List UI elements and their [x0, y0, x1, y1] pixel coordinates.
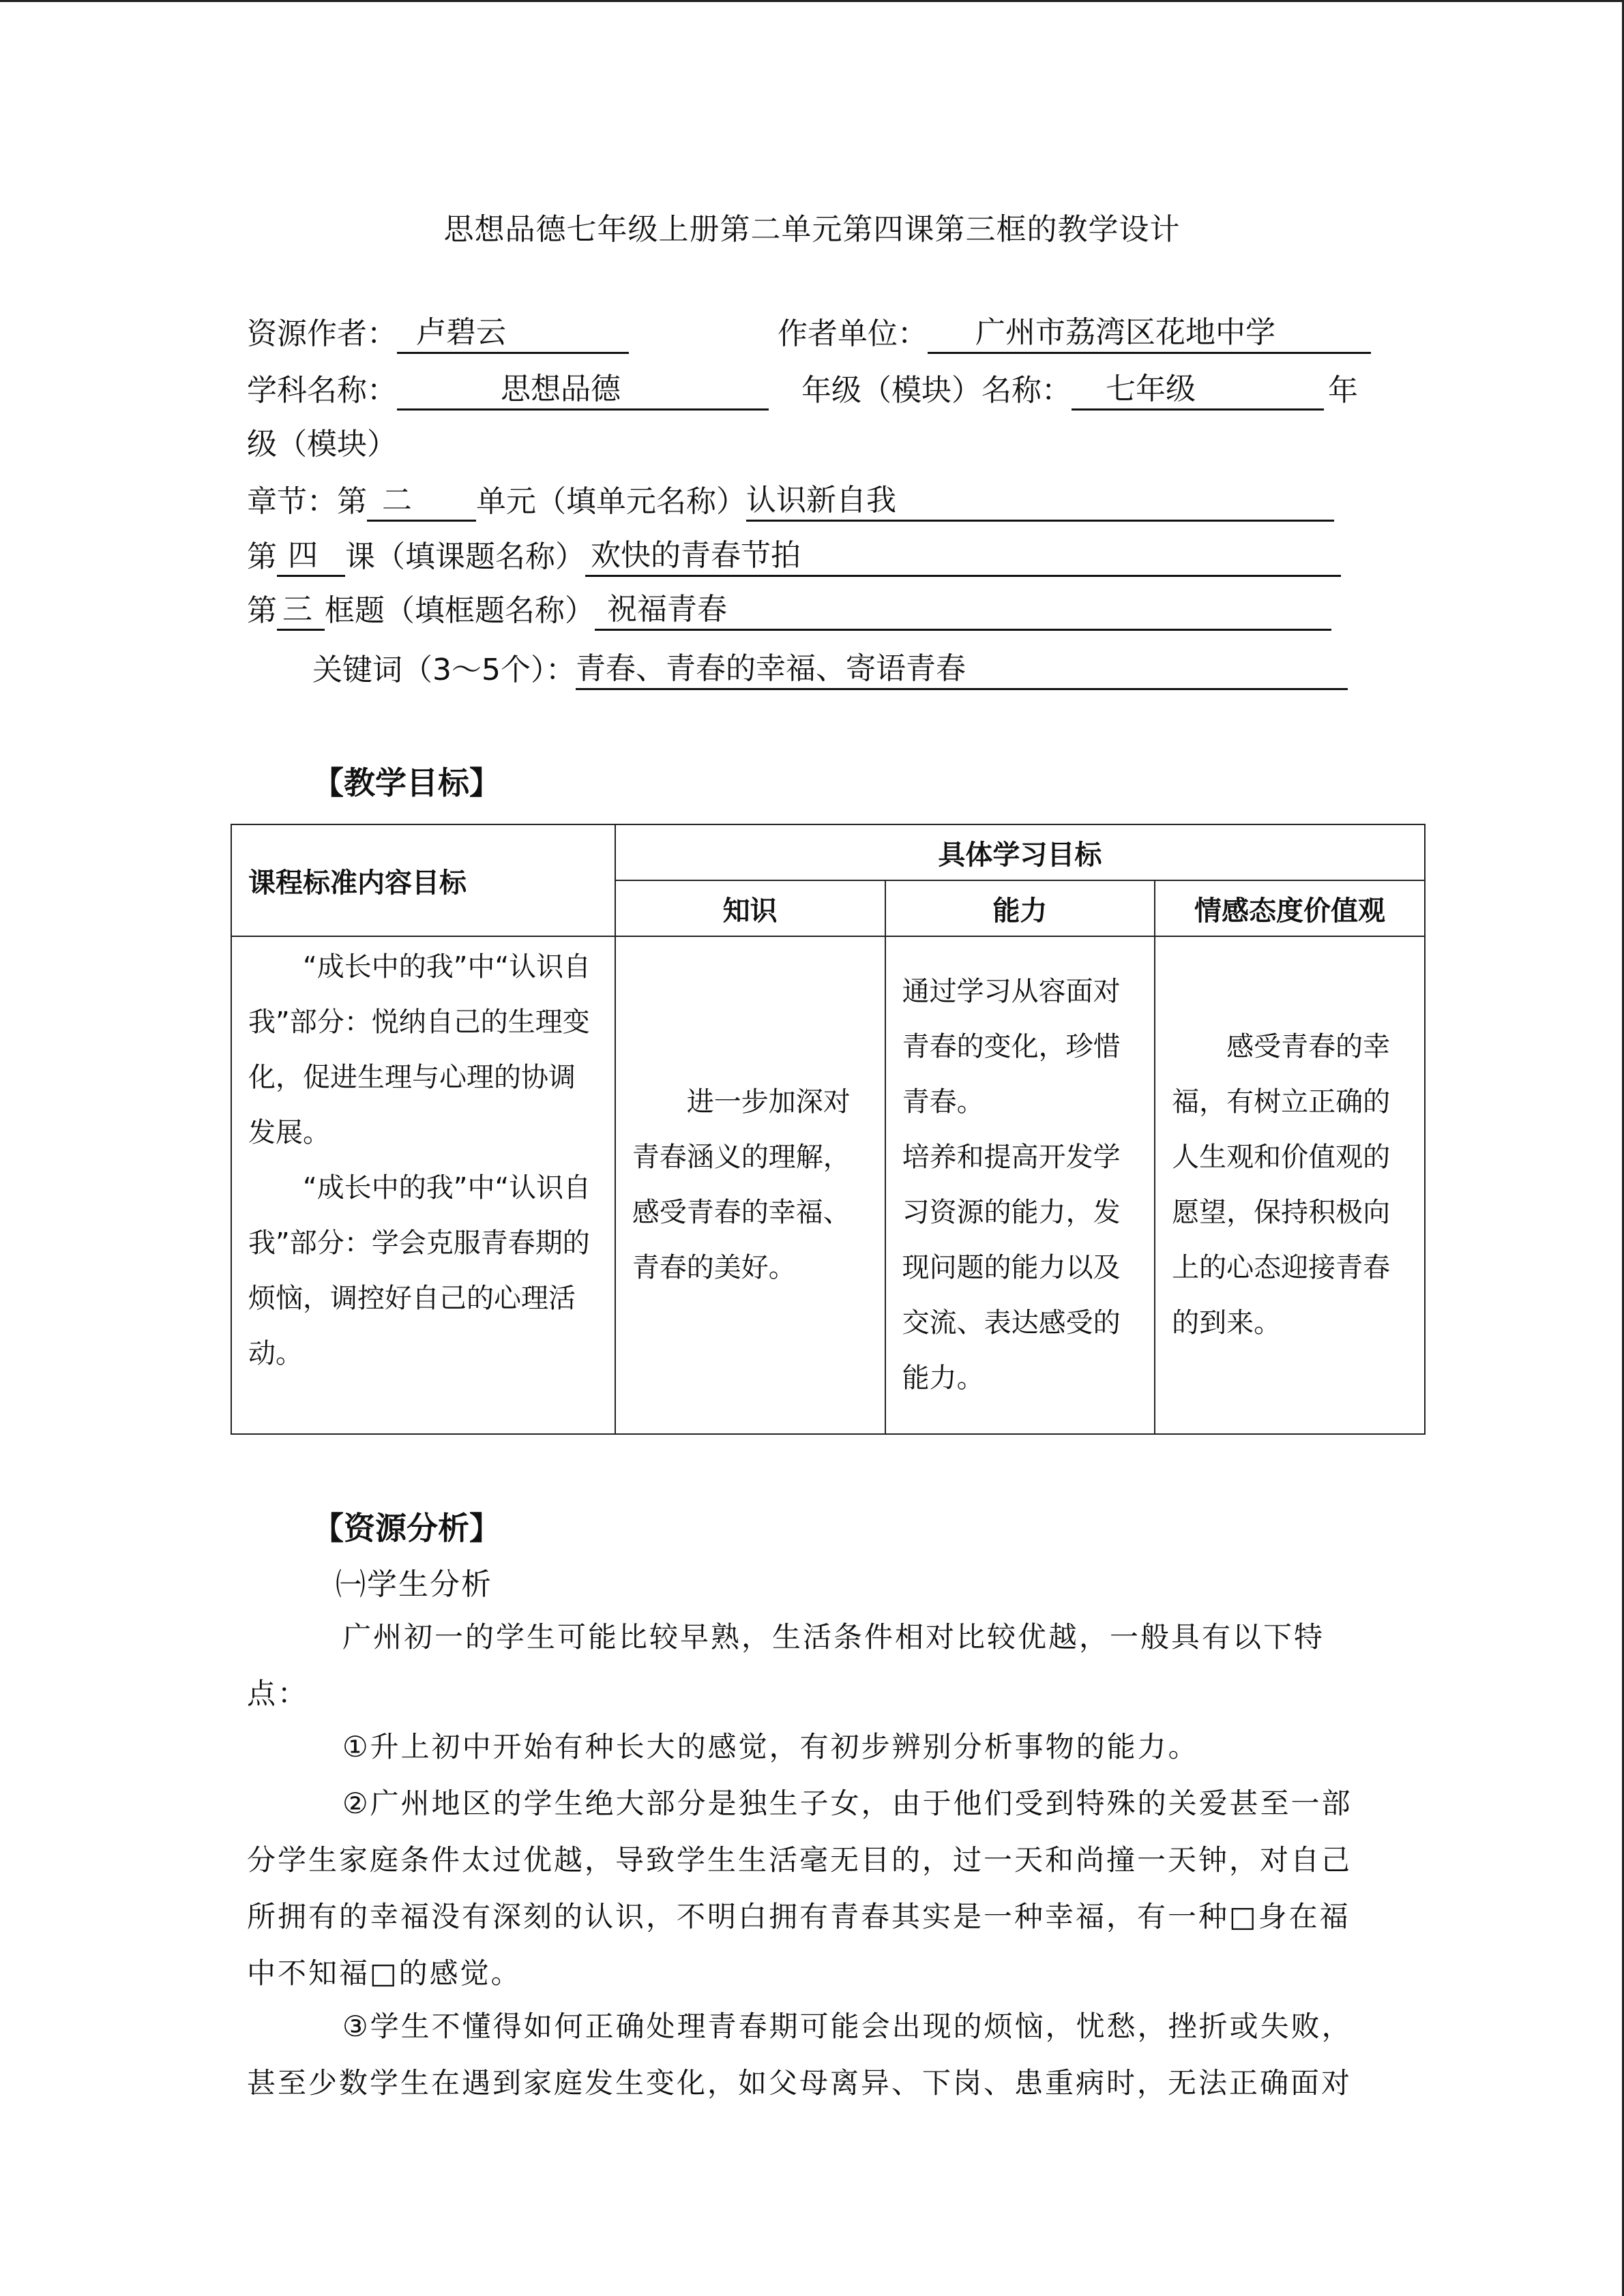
knowledge-cell [615, 936, 885, 1434]
chapter-prefix: 章节：第 [247, 484, 367, 519]
ability-cell [885, 936, 1155, 1434]
author-value: 卢碧云 [397, 314, 629, 354]
standard-cell [231, 936, 615, 1434]
lesson-label: 课（填课题名称） [345, 539, 585, 574]
lesson-num: 四 [277, 537, 345, 577]
attitude-text: 感受青春的幸福，有树立正确的人生观和价值观的愿望，保持积极向上的心态迎接青春的到来。 [1172, 1031, 1391, 1339]
grade-value: 七年级 [1072, 370, 1324, 411]
attitude-header: 情感态度价值观 [1155, 880, 1425, 936]
chapter-value: 认识新自我 [746, 481, 1334, 522]
lesson-line [247, 537, 1341, 578]
resource-heading: 【资源分析】 [312, 1510, 501, 1547]
attitude-cell [1155, 936, 1425, 1434]
grade-label: 年级（模块）名称： [801, 373, 1072, 408]
frame-label: 框题（填框题名称） [325, 593, 595, 628]
ability-p2: 培养和提高开发学习资源的能力，发现问题的能力以及交流、表达感受的能力。 [902, 1142, 1121, 1394]
keywords-label: 关键词（3～5个）： [312, 653, 576, 687]
specific-goals-header: 具体学习目标 [615, 824, 1425, 880]
goals-table [231, 824, 1426, 1435]
lesson-prefix: 第 [247, 539, 277, 574]
ability-header: 能力 [885, 880, 1155, 936]
frame-prefix: 第 [247, 593, 277, 628]
lesson-value: 欢快的青春节拍 [585, 537, 1341, 577]
unit-label: 作者单位： [778, 316, 928, 351]
chapter-line [247, 481, 1334, 522]
point-1: ①升上初中开始有种长大的感觉，有初步辨别分析事物的能力。 [342, 1730, 1199, 1763]
keywords-line [312, 650, 1348, 691]
frame-value: 祝福青春 [595, 591, 1331, 631]
frame-line [247, 591, 1331, 631]
standard-p2: “成长中的我”中“认识自我”部分：学会克服青春期的烦恼，调控好自己的心理活动。 [248, 1172, 591, 1369]
subject-label: 学科名称： [247, 373, 397, 408]
ability-p1: 通过学习从容面对青春的变化，珍惜青春。 [902, 976, 1121, 1118]
chapter-label: 单元（填单元名称） [476, 484, 746, 519]
author-line [247, 314, 1371, 355]
standard-p1: “成长中的我”中“认识自我”部分：悦纳自己的生理变化，促进生理与心理的协调发展。 [248, 951, 591, 1148]
document-title: 思想品德七年级上册第二单元第四课第三框的教学设计 [443, 212, 1181, 247]
subject-value: 思想品德 [397, 370, 769, 411]
author-label: 资源作者： [247, 316, 397, 351]
student-analysis-subheading: ㈠学生分析 [336, 1567, 492, 1602]
knowledge-text: 进一步加深对青春涵义的理解，感受青春的幸福、青春的美好。 [632, 1086, 851, 1283]
subject-line [247, 370, 1358, 411]
intro-paragraph: 广州初一的学生可能比较早熟，生活条件相对比较优越，一般具有以下特点： [247, 1620, 1325, 1710]
grade-line2: 级（模块） [247, 427, 397, 462]
point-2: ②广州地区的学生绝大部分是独生子女，由于他们受到特殊的关爱甚至一部分学生家庭条件太过优越，导致学生生活毫无目的，过一天和尚撞一天钟，对自己所拥有的幸福没有深刻的认识，不明白拥有青春其实是一种幸福，有一种□身在福中不知福□的感觉。 [247, 1787, 1353, 1990]
grade-suffix: 年 [1328, 373, 1358, 408]
point-3: ③学生不懂得如何正确处理青春期可能会出现的烦恼，忧愁，挫折或失败，甚至少数学生在遇到家庭发生变化，如父母离异、下岗、患重病时，无法正确面对 [247, 2010, 1353, 2100]
col-standard-header: 课程标准内容目标 [231, 824, 615, 936]
page-top-border [0, 0, 1624, 2]
knowledge-header: 知识 [615, 880, 885, 936]
frame-num: 三 [277, 591, 325, 631]
goals-heading: 【教学目标】 [312, 764, 501, 801]
keywords-value: 青春、青春的幸福、寄语青春 [576, 650, 1348, 690]
chapter-num: 二 [367, 481, 476, 522]
unit-value: 广州市荔湾区花地中学 [928, 314, 1371, 354]
